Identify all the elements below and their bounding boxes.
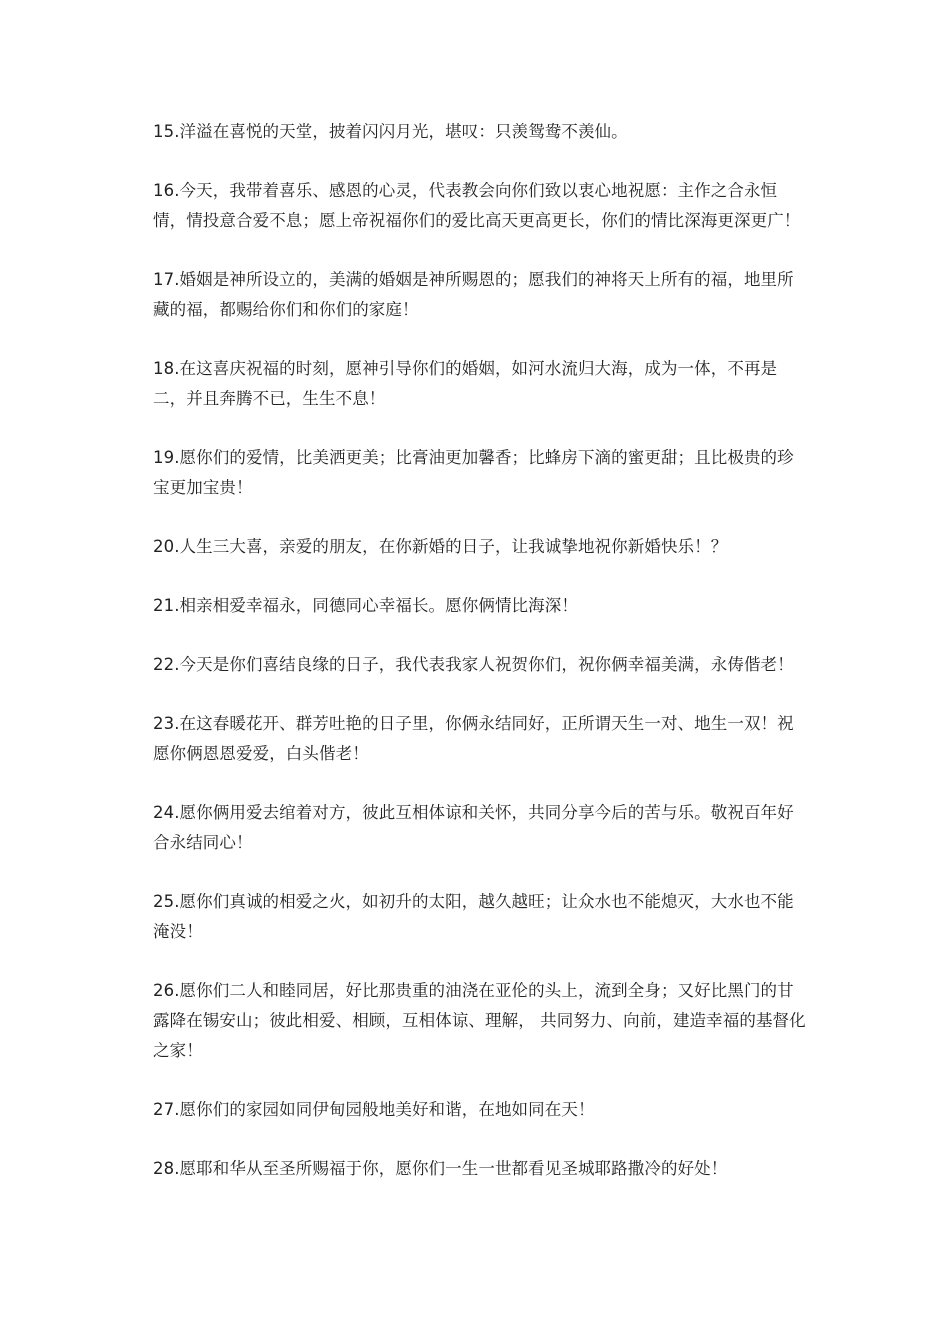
blessing-paragraph-17: 17.婚姻是神所设立的，美满的婚姻是神所赐恩的；愿我们的神将天上所有的福，地里所藏的福，都赐给你们和你们的家庭！: [153, 270, 794, 319]
blessing-paragraph-23: 23.在这春暖花开、群芳吐艳的日子里，你俩永结同好，正所谓天生一对、地生一双！祝愿你俩恩恩爱爱，白头偕老！: [153, 714, 794, 763]
blessing-paragraph-27: 27.愿你们的家园如同伊甸园般地美好和谐，在地如同在天！: [153, 1100, 595, 1119]
blessing-paragraph-26: 26.愿你们二人和睦同居，好比那贵重的油浇在亚伦的头上，流到全身；又好比黑门的甘露降在锡安山；彼此相爱、相顾，互相体谅、理解， 共同努力、向前，建造幸福的基督化之家！: [153, 981, 806, 1060]
blessing-paragraph-15: 15.洋溢在喜悦的天堂，披着闪闪月光，堪叹：只羡鸳鸯不羡仙。: [153, 122, 628, 141]
blessings-list: [153, 117, 808, 1213]
blessing-paragraph-20: 20.人生三大喜，亲爱的朋友，在你新婚的日子，让我诚挚地祝你新婚快乐！？: [153, 537, 728, 556]
blessing-paragraph-16: 16.今天，我带着喜乐、感恩的心灵，代表教会向你们致以衷心地祝愿：主作之合永恒情，情投意合爱不息；愿上帝祝福你们的爱比高天更高更长，你们的情比深海更深更广！: [153, 181, 801, 230]
blessing-paragraph-19: 19.愿你们的爱情，比美洒更美；比膏油更加馨香；比蜂房下滴的蜜更甜；且比极贵的珍宝更加宝贵！: [153, 448, 794, 497]
blessing-paragraph-22: 22.今天是你们喜结良缘的日子，我代表我家人祝贺你们，祝你俩幸福美满，永俦偕老！: [153, 655, 794, 674]
blessing-paragraph-24: 24.愿你俩用爱去绾着对方，彼此互相体谅和关怀，共同分享今后的苦与乐。敬祝百年好合永结同心！: [153, 803, 794, 852]
blessing-paragraph-28: 28.愿耶和华从至圣所赐福于你，愿你们一生一世都看见圣城耶路撒冷的好处！: [153, 1159, 728, 1178]
blessing-paragraph-21: 21.相亲相爱幸福永，同德同心幸福长。愿你俩情比海深！: [153, 596, 578, 615]
blessing-paragraph-25: 25.愿你们真诚的相爱之火，如初升的太阳，越久越旺；让众水也不能熄灭，大水也不能淹没！: [153, 892, 794, 941]
blessing-paragraph-18: 18.在这喜庆祝福的时刻，愿神引导你们的婚姻，如河水流归大海，成为一体，不再是二，并且奔腾不已，生生不息！: [153, 359, 778, 408]
